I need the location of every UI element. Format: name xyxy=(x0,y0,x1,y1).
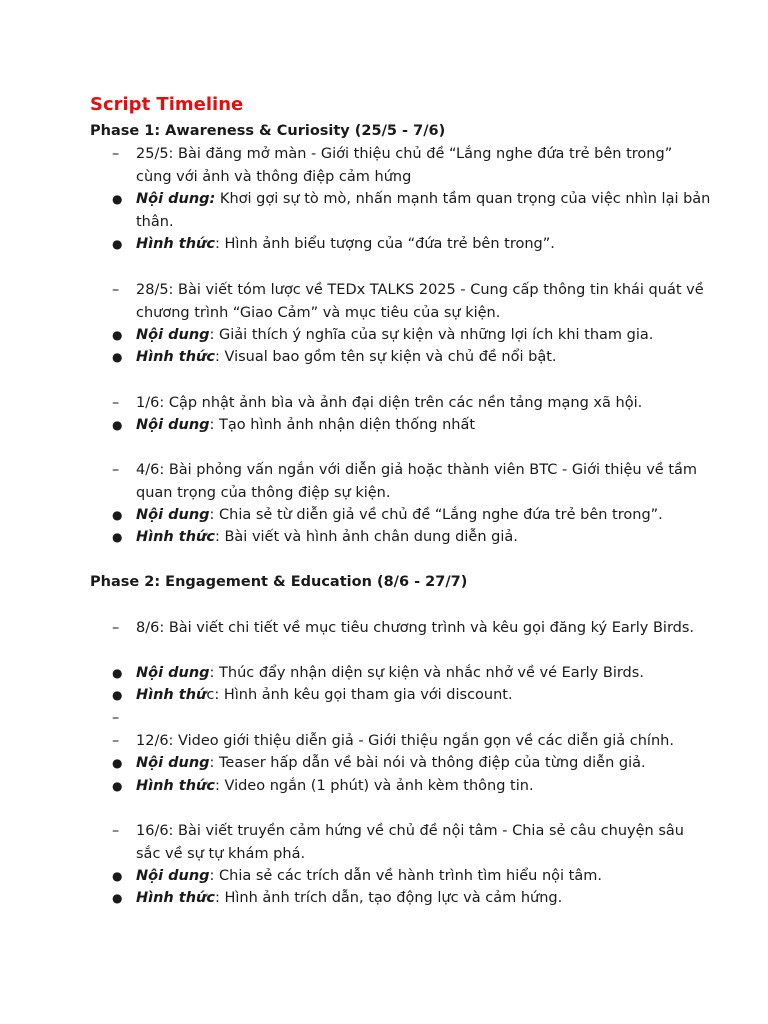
form-bullet xyxy=(112,346,712,369)
content-bullet xyxy=(112,752,712,775)
dash-marker: – xyxy=(112,146,120,162)
dash-marker: – xyxy=(112,710,120,726)
form-text: : Hình ảnh trích dẫn, tạo động lực và cảm hứng. xyxy=(214,890,563,906)
form-label: Hình thức xyxy=(136,236,215,252)
content-text: : Chia sẻ từ diễn giả về chủ đề “Lắng nghe đứa trẻ bên trong”. xyxy=(209,507,663,523)
content-text: : Thúc đẩy nhận diện sự kiện và nhắc nhở về vé Early Birds. xyxy=(209,665,644,681)
dash-marker: – xyxy=(112,733,120,749)
phase-1-heading: Phase 1: Awareness & Curiosity (25/5 - 7/6) xyxy=(90,123,446,139)
bullet-marker: ● xyxy=(112,688,123,702)
form-text: : Video ngắn (1 phút) và ảnh kèm thông tin. xyxy=(214,778,534,794)
form-bullet xyxy=(112,684,712,707)
content-label: Nội dung xyxy=(136,755,210,771)
content-text: : Giải thích ý nghĩa của sự kiện và những lợi ích khi tham gia. xyxy=(209,327,654,343)
dash-marker: – xyxy=(112,282,120,298)
page-title: Script Timeline xyxy=(90,94,244,115)
form-bullet xyxy=(112,887,712,910)
form-text: : Hình ảnh biểu tượng của “đứa trẻ bên trong”. xyxy=(214,236,555,252)
content-bullet xyxy=(112,504,712,527)
timeline-entry xyxy=(112,459,712,504)
content-bullet xyxy=(112,324,712,347)
content-label: Nội dung xyxy=(136,507,210,523)
dash-marker: – xyxy=(112,823,120,839)
entry-text: 4/6: Bài phỏng vấn ngắn với diễn giả hoặc thành viên BTC - Giới thiệu về tầm quan trọng của thông điệp sự kiện. xyxy=(136,462,698,501)
form-bullet xyxy=(112,775,712,798)
bullet-marker: ● xyxy=(112,350,123,364)
bullet-marker: ● xyxy=(112,666,123,680)
form-label: Hình thức xyxy=(136,890,215,906)
form-label: Hình thức xyxy=(136,349,215,365)
bullet-marker: ● xyxy=(112,869,123,883)
bullet-marker: ● xyxy=(112,779,123,793)
form-label: Hình thức xyxy=(136,529,215,545)
content-text: : Chia sẻ các trích dẫn về hành trình tìm hiểu nội tâm. xyxy=(209,868,602,884)
content-text: : Tạo hình ảnh nhận diện thống nhất xyxy=(209,417,476,433)
content-label: Nội dung xyxy=(136,665,210,681)
bullet-marker: ● xyxy=(112,418,123,432)
content-label: Nội dung xyxy=(136,327,210,343)
entry-text: 16/6: Bài viết truyền cảm hứng về chủ đề nội tâm - Chia sẻ câu chuyện sâu sắc về sự tự khám phá. xyxy=(136,823,684,862)
form-text: : Bài viết và hình ảnh chân dung diễn giả. xyxy=(214,529,518,545)
content-text: : Teaser hấp dẫn về bài nói và thông điệp của từng diễn giả. xyxy=(209,755,646,771)
timeline-entry xyxy=(112,617,712,640)
form-bullet xyxy=(112,526,712,549)
timeline-entry xyxy=(112,279,712,324)
entry-text: 8/6: Bài viết chi tiết về mục tiêu chương trình và kêu gọi đăng ký Early Birds. xyxy=(136,620,695,636)
timeline-entry xyxy=(112,143,712,188)
bullet-marker: ● xyxy=(112,328,123,342)
dash-marker: – xyxy=(112,395,120,411)
form-bullet xyxy=(112,233,712,256)
phase-2-heading: Phase 2: Engagement & Education (8/6 - 27/7) xyxy=(90,574,468,590)
entry-text: 1/6: Cập nhật ảnh bìa và ảnh đại diện trên các nền tảng mạng xã hội. xyxy=(136,395,643,411)
bullet-marker: ● xyxy=(112,237,123,251)
bullet-marker: ● xyxy=(112,508,123,522)
bullet-marker: ● xyxy=(112,756,123,770)
form-label: Hình thứ xyxy=(136,687,207,703)
entry-text: 28/5: Bài viết tóm lược về TEDx TALKS 2025 - Cung cấp thông tin khái quát về chương trình “Giao Cảm” và mục tiêu của sự kiện. xyxy=(136,282,704,321)
content-bullet xyxy=(112,662,712,685)
form-label: Hình thức xyxy=(136,778,215,794)
dash-marker: – xyxy=(112,462,120,478)
timeline-entry xyxy=(112,392,712,415)
form-text: : Visual bao gồm tên sự kiện và chủ đề nổi bật. xyxy=(214,349,557,365)
content-label: Nội dung: xyxy=(136,191,216,207)
bullet-marker: ● xyxy=(112,530,123,544)
content-bullet xyxy=(112,188,712,233)
content-bullet xyxy=(112,865,712,888)
bullet-marker: ● xyxy=(112,192,123,206)
entry-text: 12/6: Video giới thiệu diễn giả - Giới thiệu ngắn gọn về các diễn giả chính. xyxy=(136,733,674,749)
content-text: Khơi gợi sự tò mò, nhấn mạnh tầm quan trọng của việc nhìn lại bản thân. xyxy=(136,191,711,230)
content-label: Nội dung xyxy=(136,868,210,884)
bullet-marker: ● xyxy=(112,891,123,905)
timeline-entry xyxy=(112,820,712,865)
content-label: Nội dung xyxy=(136,417,210,433)
content-bullet xyxy=(112,414,712,437)
timeline-entry xyxy=(112,730,712,753)
form-text: c: Hình ảnh kêu gọi tham gia với discount. xyxy=(206,687,513,703)
entry-text: 25/5: Bài đăng mở màn - Giới thiệu chủ đề “Lắng nghe đứa trẻ bên trong” cùng với ảnh và thông điệp cảm hứng xyxy=(136,146,673,185)
dash-marker: – xyxy=(112,620,120,636)
